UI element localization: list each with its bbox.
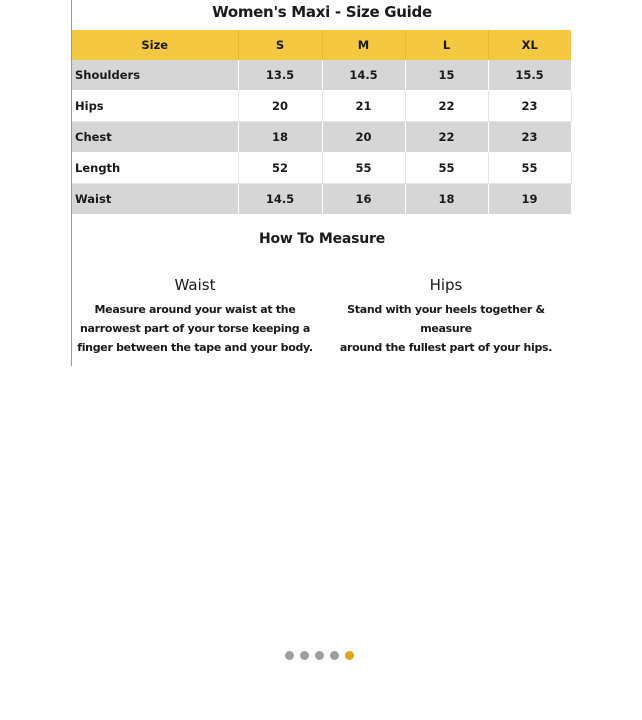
row-label-shoulders: Shoulders: [72, 60, 238, 91]
carousel-dot-5[interactable]: [345, 651, 354, 660]
waist-heading: Waist: [174, 276, 216, 294]
hips-heading: Hips: [429, 276, 463, 294]
row-label-length: Length: [72, 153, 238, 184]
table-cell: 18: [405, 184, 488, 215]
table-cell: 16: [322, 184, 405, 215]
table-cell: 23: [488, 122, 571, 153]
column-header-s: S: [238, 30, 322, 60]
column-header-size: Size: [72, 30, 238, 60]
carousel-dot-4[interactable]: [330, 651, 339, 660]
table-cell: 55: [322, 153, 405, 184]
hips-line: Stand with your heels together & measure: [347, 303, 545, 335]
carousel-dot-3[interactable]: [315, 651, 324, 660]
waist-instructions: [76, 276, 314, 357]
table-cell: 20: [238, 91, 322, 122]
table-cell: 15: [405, 60, 488, 91]
row-label-chest: Chest: [72, 122, 238, 153]
size-guide-image: [71, 0, 571, 366]
table-cell: 22: [405, 91, 488, 122]
table-cell: 14.5: [322, 60, 405, 91]
table-cell: 13.5: [238, 60, 322, 91]
table-cell: 19: [488, 184, 571, 215]
size-guide-title: Women's Maxi - Size Guide: [212, 3, 432, 21]
carousel-dot-1[interactable]: [285, 651, 294, 660]
waist-line: Measure around your waist at the: [94, 303, 296, 316]
table-cell: 55: [405, 153, 488, 184]
size-table-header-row: [72, 30, 571, 60]
table-cell: 14.5: [238, 184, 322, 215]
table-row: [72, 153, 571, 184]
waist-line: finger between the tape and your body.: [77, 341, 313, 354]
table-row: [72, 184, 571, 215]
row-label-hips: Hips: [72, 91, 238, 122]
table-cell: 22: [405, 122, 488, 153]
row-label-waist: Waist: [72, 184, 238, 215]
carousel-dot-2[interactable]: [300, 651, 309, 660]
size-table: [72, 30, 572, 215]
column-header-xl: XL: [488, 30, 571, 60]
table-cell: 21: [322, 91, 405, 122]
table-cell: 18: [238, 122, 322, 153]
column-header-m: M: [322, 30, 405, 60]
table-cell: 23: [488, 91, 571, 122]
hips-instructions: [320, 276, 572, 357]
carousel-pagination: [285, 651, 354, 660]
waist-line: narrowest part of your torse keeping a: [80, 322, 310, 335]
table-row: [72, 91, 571, 122]
hips-line: around the fullest part of your hips.: [339, 341, 553, 354]
table-cell: 52: [238, 153, 322, 184]
table-row: [72, 122, 571, 153]
hips-description: [320, 300, 572, 357]
table-cell: 20: [322, 122, 405, 153]
waist-description: [76, 300, 314, 357]
table-cell: 15.5: [488, 60, 571, 91]
table-row: [72, 60, 571, 91]
column-header-l: L: [405, 30, 488, 60]
table-cell: 55: [488, 153, 571, 184]
how-to-measure-title: How To Measure: [258, 231, 386, 247]
